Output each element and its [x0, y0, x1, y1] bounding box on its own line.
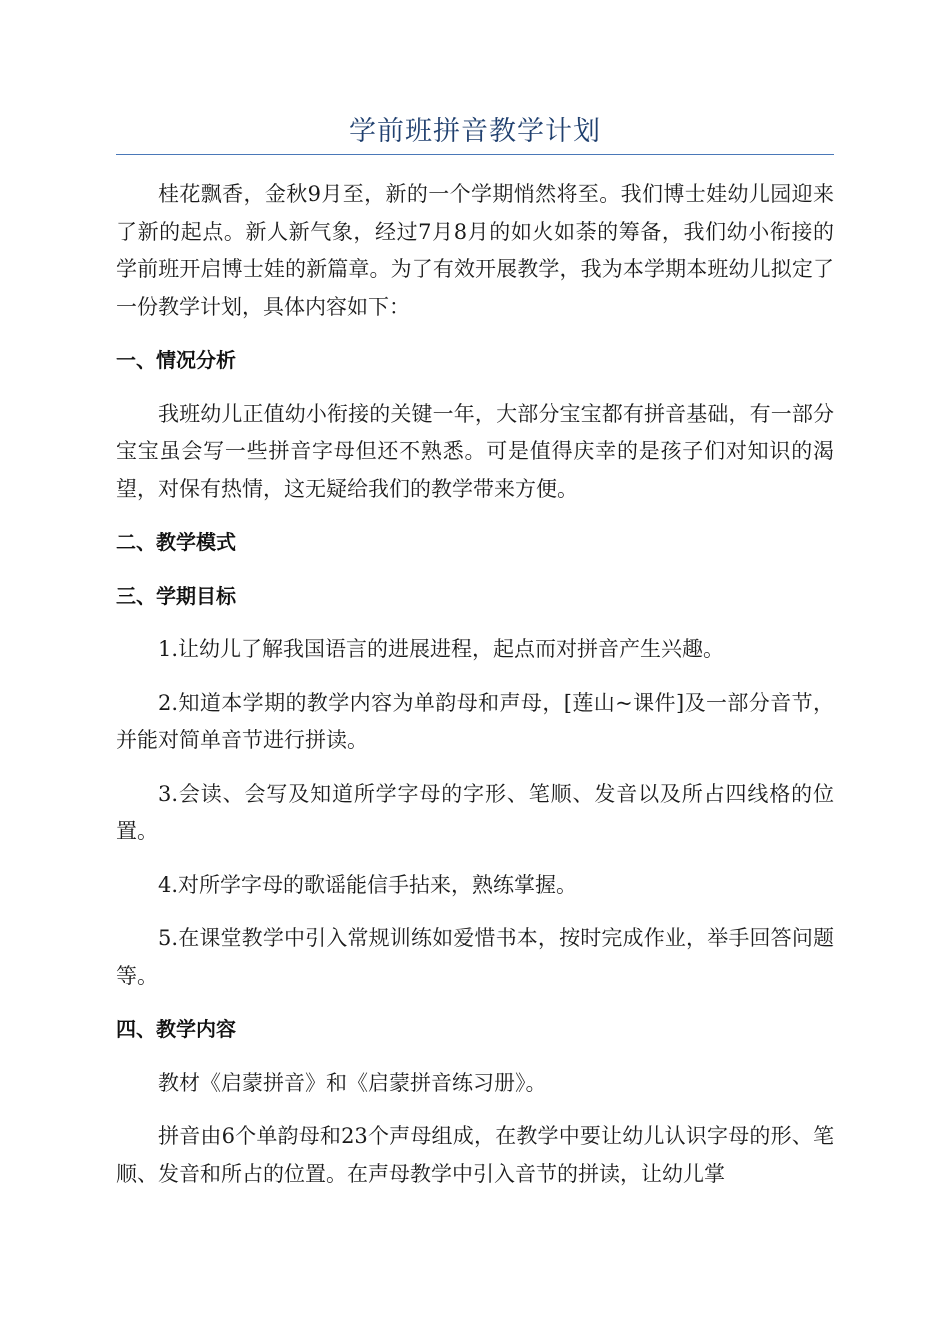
goal-item: 1.让幼儿了解我国语言的进展进程，起点而对拼音产生兴趣。 [158, 637, 725, 661]
section-heading-goals: 三、学期目标 [116, 583, 236, 608]
section-heading-situation: 一、情况分析 [116, 348, 236, 372]
situation-paragraph: 我班幼儿正值幼小衔接的关键一年，大部分宝宝都有拼音基础，有一部分宝宝虽会写一些拼音字母但还不熟悉。可是值得庆幸的是孩子们对知识的渴望，对保有热情，这无疑给我们的教学带来方便。 [116, 401, 834, 501]
section-heading-teaching-mode: 二、教学模式 [116, 530, 236, 554]
title-underline [116, 154, 834, 155]
goal-item: 3.会读、会写及知道所学字母的字形、笔顺、发音以及所占四线格的位置。 [116, 781, 834, 843]
content-paragraph: 拼音由6个单韵母和23个声母组成，在教学中要让幼儿认识字母的形、笔顺、发音和所占的位置。在声母教学中引入音节的拼读，让幼儿掌 [116, 1124, 834, 1186]
document-body [116, 176, 834, 1209]
intro-paragraph: 桂花飘香，金秋9月至，新的一个学期悄然将至。我们博士娃幼儿园迎来了新的起点。新人新气象，经过7月8月的如火如荼的筹备，我们幼小衔接的学前班开启博士娃的新篇章。为了有效开展教学，我为本学期本班幼儿拟定了一份教学计划，具体内容如下： [116, 182, 834, 319]
document-title: 学前班拼音教学计划 [349, 116, 601, 147]
goal-item: 2.知道本学期的教学内容为单韵母和声母，[莲山~课件]及一部分音节，并能对简单音节进行拼读。 [116, 690, 834, 752]
goal-item: 5.在课堂教学中引入常规训练如爱惜书本，按时完成作业，举手回答问题等。 [116, 926, 834, 988]
goal-item: 4.对所学字母的歌谣能信手拈来，熟练掌握。 [158, 872, 578, 897]
section-heading-content: 四、教学内容 [116, 1017, 236, 1041]
textbook-paragraph: 教材《启蒙拼音》和《启蒙拼音练习册》。 [158, 1070, 547, 1095]
